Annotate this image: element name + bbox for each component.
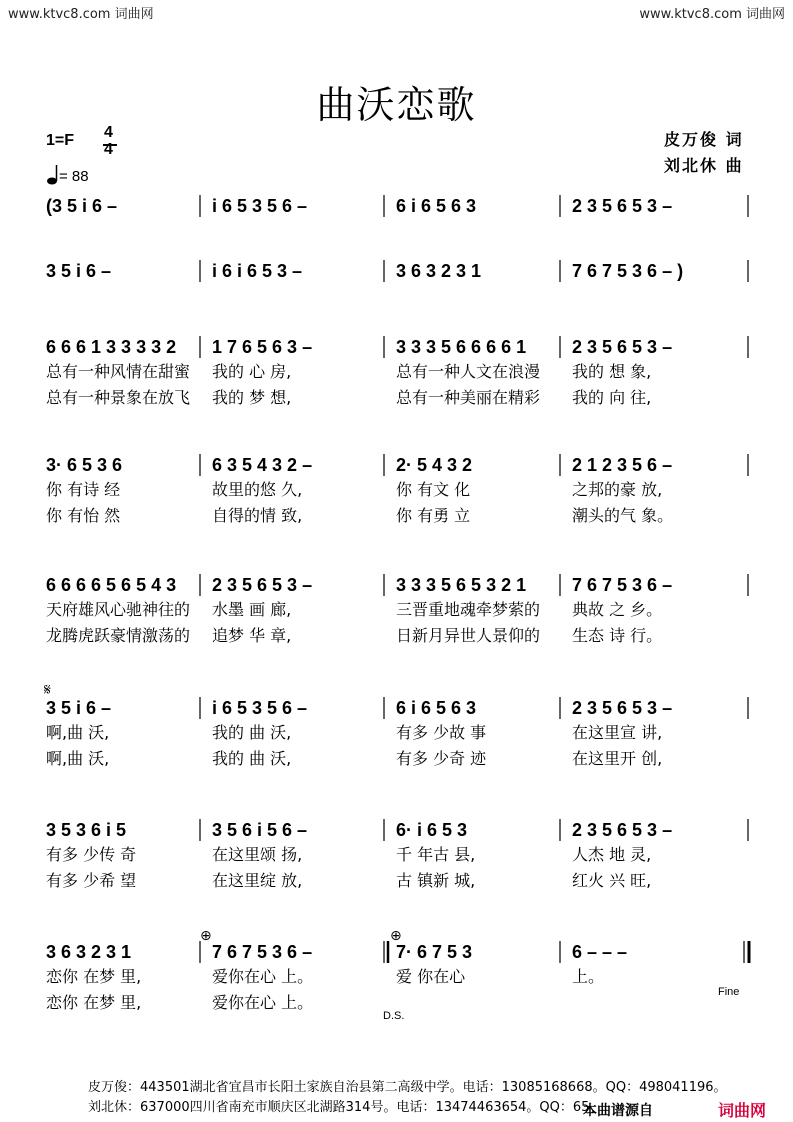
site-header-left[interactable]: www.ktvc8.com 词曲网: [8, 7, 154, 22]
lyric-line: 你 有勇 立: [396, 506, 471, 525]
lyric-line: 我的 心 房,: [212, 362, 292, 381]
time-signature-top: 4: [104, 124, 113, 141]
lyric-line: 我的 向 往,: [572, 388, 652, 407]
lyric-line: 水墨 画 廊,: [212, 600, 292, 619]
measure-notes: 6 – – –: [572, 942, 628, 962]
lyric-line: 总有一种人文在浪漫: [396, 362, 541, 381]
lyric-line: 你 有怡 然: [46, 506, 121, 525]
lyric-line: 龙腾虎跃豪情激荡的: [46, 626, 191, 645]
fine-mark: Fine: [718, 986, 740, 998]
lyric-line: 故里的悠 久,: [212, 480, 303, 499]
lyric-line: 我的 想 象,: [572, 362, 652, 381]
tempo: = 88: [59, 168, 89, 185]
measure-notes: 2· 5 4 3 2: [396, 455, 473, 475]
measure-notes: 7 6 7 5 3 6 – ): [572, 261, 684, 281]
measure-notes: 3 5 i 6 –: [46, 698, 112, 718]
measure-notes: 2 1 2 3 5 6 –: [572, 455, 673, 475]
lyric-line: 自得的情 致,: [212, 506, 303, 525]
lyric-line: 古 镇新 城,: [396, 871, 476, 890]
lyric-line: 在这里宣 讲,: [572, 723, 663, 742]
lyric-line: 我的 曲 沃,: [212, 723, 292, 742]
measure-notes: 7 6 7 5 3 6 –: [572, 575, 673, 595]
measure-notes: 7· 6 7 5 3: [396, 942, 473, 962]
lyric-line: 人杰 地 灵,: [572, 845, 652, 864]
composer-credit: 刘北休 曲: [664, 156, 744, 175]
measure-notes: i 6 i 6 5 3 –: [212, 261, 303, 281]
measure-notes: (3 5 i 6 –: [46, 196, 118, 216]
lyric-line: 你 有诗 经: [46, 480, 121, 499]
measure-notes: 6 i 6 5 6 3: [396, 698, 477, 718]
measure-notes: 7 6 7 5 3 6 –: [212, 942, 313, 962]
lyric-line: 有多 少希 望: [46, 871, 137, 890]
lyric-line: 生态 诗 行。: [572, 626, 663, 645]
measure-notes: 2 3 5 6 5 3 –: [572, 698, 673, 718]
lyric-line: 红火 兴 旺,: [572, 871, 652, 890]
measure-notes: 3 5 i 6 –: [46, 261, 112, 281]
coda-sign-1: ⊕: [200, 928, 212, 944]
lyric-line: 总有一种美丽在精彩: [396, 388, 541, 407]
site-header-right[interactable]: www.ktvc8.com 词曲网: [639, 7, 785, 22]
lyric-line: 千 年古 县,: [396, 845, 476, 864]
lyric-line: 恋你 在梦 里,: [46, 967, 142, 986]
measure-notes: 2 3 5 6 5 3 –: [212, 575, 313, 595]
lyric-line: 啊,曲 沃,: [46, 749, 110, 768]
segno-sign: 𝄋: [44, 680, 51, 699]
measure-notes: 1 7 6 5 6 3 –: [212, 337, 313, 357]
lyric-line: 在这里开 创,: [572, 749, 663, 768]
measure-notes: 6 3 5 4 3 2 –: [212, 455, 313, 475]
ds-mark: D.S.: [383, 1010, 405, 1022]
lyric-line: 三晋重地魂牵梦萦的: [396, 600, 541, 619]
lyric-line: 有多 少故 事: [396, 723, 487, 742]
lyric-line: 总有一种景象在放飞: [46, 388, 191, 407]
time-signature-bottom: 4: [104, 141, 113, 158]
lyric-line: 在这里绽 放,: [212, 871, 303, 890]
key-signature: 1=F: [46, 132, 75, 149]
measure-notes: 2 3 5 6 5 3 –: [572, 820, 673, 840]
lyric-line: 我的 曲 沃,: [212, 749, 292, 768]
measure-notes: 6 6 6 1 3 3 3 3 2: [46, 337, 177, 357]
source-label: 本曲谱源自: [583, 1103, 653, 1119]
lyric-line: 爱 你在心: [396, 967, 466, 986]
measure-notes: 3 6 3 2 3 1: [396, 261, 482, 281]
measure-notes: 6· i 6 5 3: [396, 820, 468, 840]
lyric-line: 啊,曲 沃,: [46, 723, 110, 742]
lyric-line: 你 有文 化: [396, 480, 471, 499]
lyric-line: 恋你 在梦 里,: [46, 993, 142, 1012]
measure-notes: 3 5 6 i 5 6 –: [212, 820, 308, 840]
lyric-line: 爱你在心 上。: [212, 967, 314, 986]
measure-notes: i 6 5 3 5 6 –: [212, 196, 308, 216]
lyric-line: 潮头的气 象。: [572, 506, 674, 525]
measure-notes: 3· 6 5 3 6: [46, 455, 123, 475]
measure-notes: i 6 5 3 5 6 –: [212, 698, 308, 718]
site-logo[interactable]: 词曲网: [718, 1101, 767, 1120]
measure-notes: 3 6 3 2 3 1: [46, 942, 132, 962]
lyric-line: 追梦 华 章,: [212, 626, 292, 645]
footer-composer-contact: 刘北休：637000四川省南充市顺庆区北湖路314号。电话：13474463654。QQ：65: [88, 1100, 590, 1115]
lyric-line: 天府雄风心驰神往的: [46, 600, 191, 619]
measure-notes: 3 3 3 5 6 5 3 2 1: [396, 575, 527, 595]
measure-notes: 2 3 5 6 5 3 –: [572, 337, 673, 357]
lyric-line: 之邦的豪 放,: [572, 480, 663, 499]
coda-sign-2: ⊕: [390, 928, 402, 944]
lyric-line: 有多 少传 奇: [46, 845, 137, 864]
measure-notes: 2 3 5 6 5 3 –: [572, 196, 673, 216]
measure-notes: 6 i 6 5 6 3: [396, 196, 477, 216]
lyric-line: 在这里颂 扬,: [212, 845, 303, 864]
lyric-line: 有多 少奇 迹: [396, 749, 487, 768]
lyric-line: 总有一种风情在甜蜜: [46, 362, 191, 381]
measure-notes: 6 6 6 6 5 6 5 4 3: [46, 575, 177, 595]
lyric-line: 典故 之 乡。: [572, 600, 663, 619]
lyric-line: 上。: [572, 967, 605, 986]
lyric-line: 日新月异世人景仰的: [396, 626, 541, 645]
song-title: 曲沃恋歌: [316, 83, 477, 127]
measure-notes: 3 3 3 5 6 6 6 6 1: [396, 337, 527, 357]
lyricist-credit: 皮万俊 词: [664, 130, 744, 149]
measure-notes: 3 5 3 6 i 5: [46, 820, 127, 840]
lyric-line: 我的 梦 想,: [212, 388, 292, 407]
lyric-line: 爱你在心 上。: [212, 993, 314, 1012]
footer-lyricist-contact: 皮万俊：443501湖北省宜昌市长阳土家族自治县第二高级中学。电话：13085168668。QQ：498041196。: [88, 1080, 727, 1095]
